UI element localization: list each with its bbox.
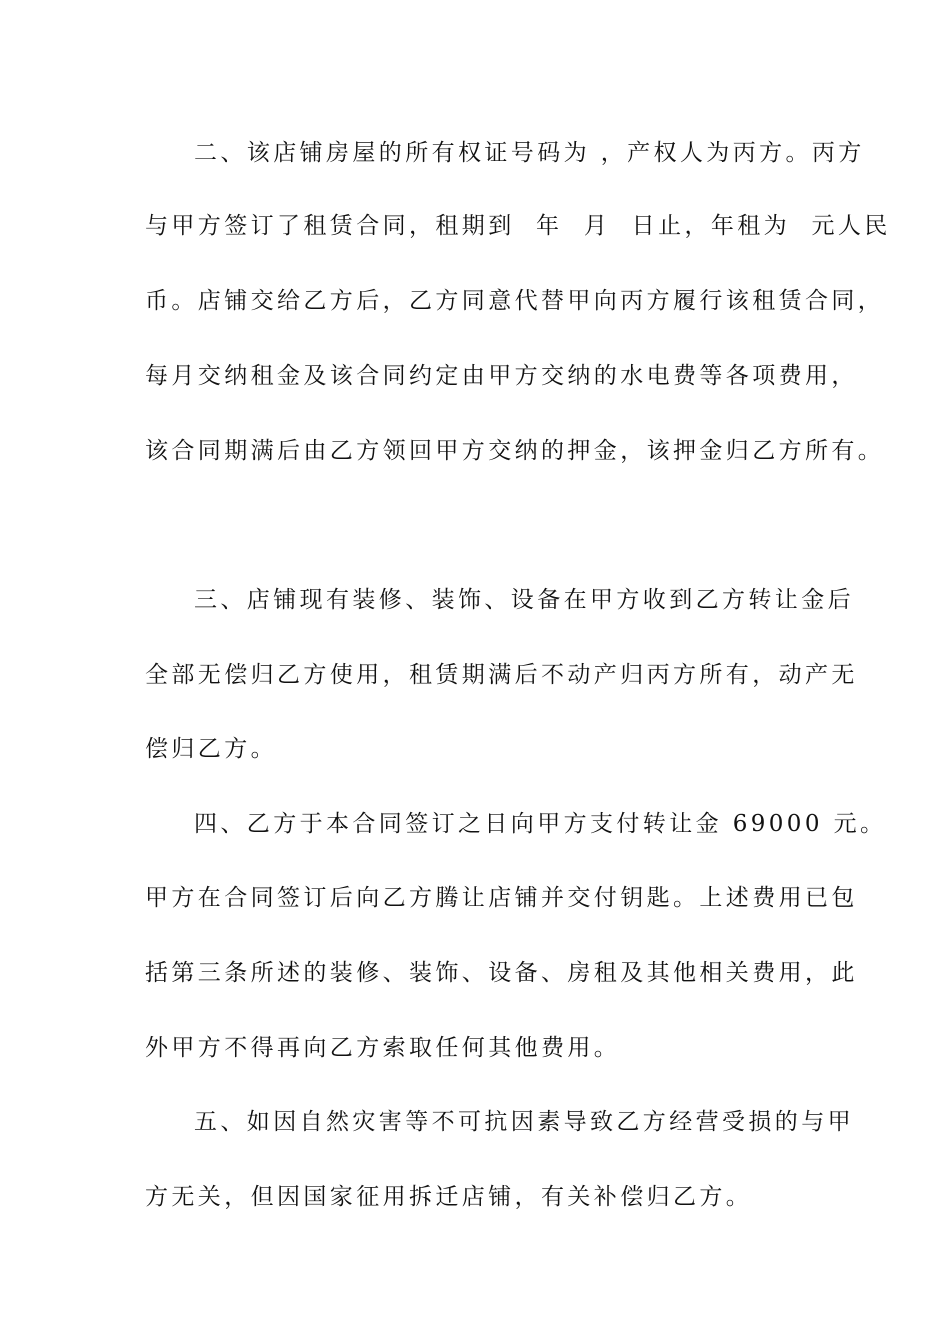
text-line: 二、该店铺房屋的所有权证号码为 ，产权人为丙方。丙方 [194,140,865,166]
text-line: 全部无偿归乙方使用，租赁期满后不动产归丙方所有，动产无 [145,662,858,688]
text-line: 币。店铺交给乙方后，乙方同意代替甲向丙方履行该租赁合同， [145,288,885,314]
text-line: 每月交纳租金及该合同约定由甲方交纳的水电费等各项费用， [145,363,858,389]
text-line: 方无关，但因国家征用拆迁店铺，有关补偿归乙方。 [145,1184,753,1210]
text-line: 外甲方不得再向乙方索取任何其他费用。 [145,1035,621,1061]
text-line: 括第三条所述的装修、装饰、设备、房租及其他相关费用，此 [145,960,858,986]
text-line: 五、如因自然灾害等不可抗因素导致乙方经营受损的与甲 [194,1109,854,1135]
text-line: 三、店铺现有装修、装饰、设备在甲方收到乙方转让金后 [194,587,854,613]
text-line: 甲方在合同签订后向乙方腾让店铺并交付钥匙。上述费用已包 [145,885,858,911]
text-line: 该合同期满后由乙方领回甲方交纳的押金，该押金归乙方所有。 [145,438,885,464]
text-line: 与甲方签订了租赁合同，租期到 年 月 日止，年租为 元人民 [145,213,891,239]
text-line: 四、乙方于本合同签订之日向甲方支付转让金 69000 元。 [194,811,887,837]
text-line: 偿归乙方。 [145,736,277,762]
